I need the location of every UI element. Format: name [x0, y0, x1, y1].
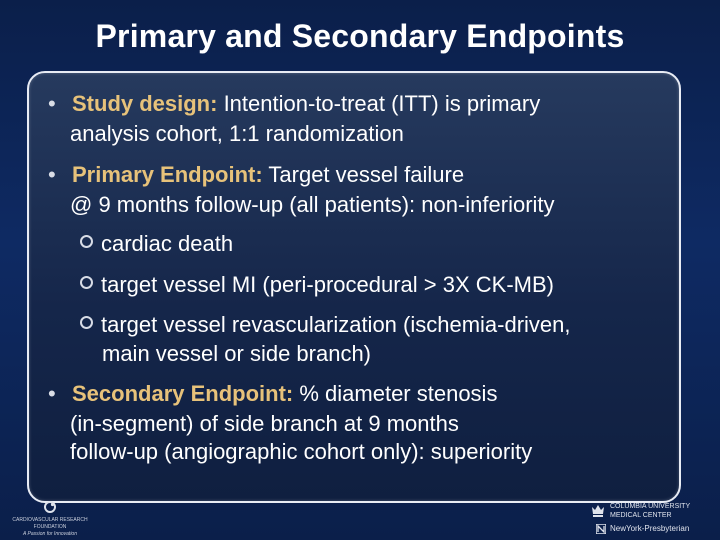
bullet-label: Secondary Endpoint: — [72, 381, 294, 406]
nyp-mark-icon — [596, 524, 606, 534]
sub-item-text: target vessel MI (peri-procedural > 3X CK-MB) — [101, 272, 554, 297]
slide-title: Primary and Secondary Endpoints — [95, 18, 625, 54]
crf-logo-line1: CARDIOVASCULAR RESEARCH — [12, 517, 88, 523]
bullet-text-continuation: (in-segment) of side branch at 9 months — [70, 411, 459, 436]
crf-logo-line2: FOUNDATION — [33, 524, 67, 530]
bullet-line — [72, 161, 464, 189]
bullet-text: % diameter stenosis — [293, 381, 498, 406]
bullet-icon: • — [48, 381, 56, 406]
bullet-text-continuation: follow-up (angiographic cohort only): superiority — [70, 439, 533, 464]
bullet-text: Intention-to-treat (ITT) is primary — [217, 91, 541, 116]
circle-bullet-icon — [80, 235, 93, 248]
bullet-label: Study design: — [72, 91, 218, 116]
crf-logo-tagline: A Passion for Innovation — [22, 531, 77, 537]
sub-item-target-vessel-mi — [80, 271, 554, 299]
bullet-line — [72, 90, 540, 118]
sub-item-text: cardiac death — [101, 231, 234, 256]
bullet-text-continuation: analysis cohort, 1:1 randomization — [70, 121, 404, 146]
sub-item-text: target vessel revascularization (ischemia-driven, — [101, 312, 571, 337]
bullet-text-continuation: @ 9 months follow-up (all patients): non-inferiority — [70, 192, 555, 217]
bullet-icon: • — [48, 91, 56, 116]
bullet-text: Target vessel failure — [262, 162, 465, 187]
bullet-label: Primary Endpoint: — [72, 162, 263, 187]
bullet-line — [72, 380, 497, 408]
sub-item-target-vessel-revascularization — [80, 311, 571, 339]
crf-logo — [10, 500, 90, 538]
crf-logo-icon — [43, 500, 57, 514]
sub-item-cardiac-death — [80, 230, 233, 258]
columbia-logo-line1: COLUMBIA UNIVERSITY — [610, 503, 691, 510]
circle-bullet-icon — [80, 316, 93, 329]
nyp-logo-text: NewYork-Presbyterian — [610, 524, 690, 533]
columbia-logo-line2: MEDICAL CENTER — [610, 512, 672, 519]
columbia-logo-text — [610, 502, 690, 520]
sub-item-text-continuation: main vessel or side branch) — [102, 341, 372, 366]
bullet-icon: • — [48, 162, 56, 187]
circle-bullet-icon — [80, 276, 93, 289]
crown-crest-icon — [590, 502, 606, 518]
